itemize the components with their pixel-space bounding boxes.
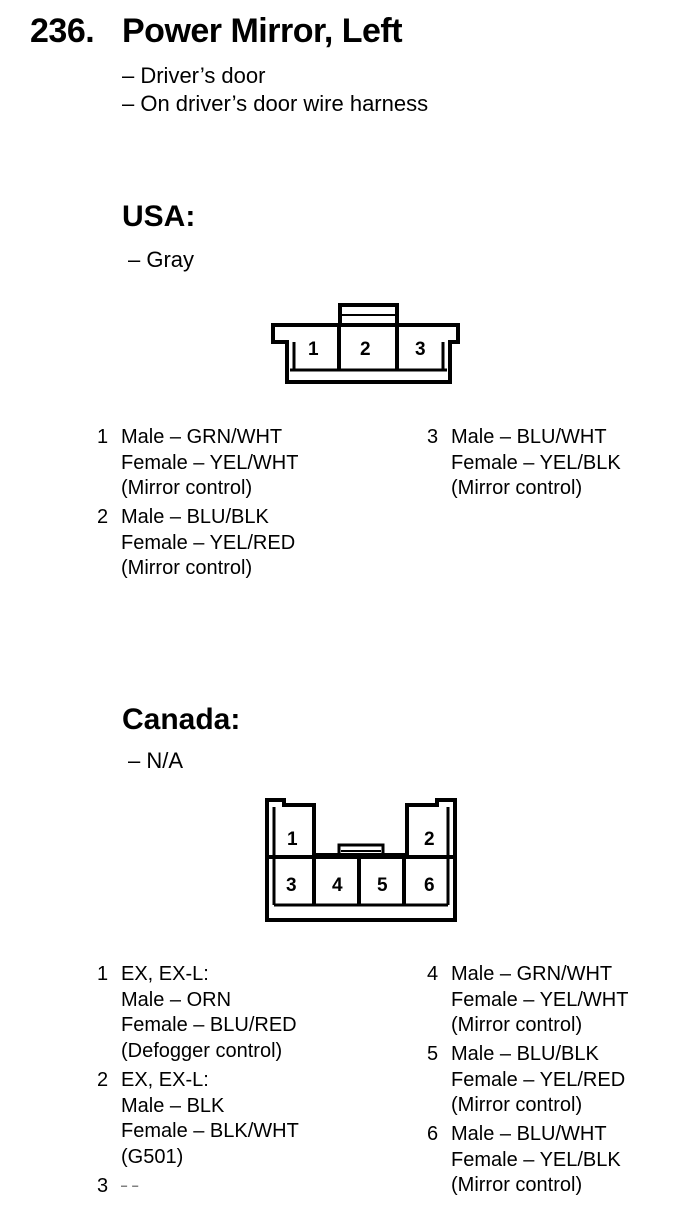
canada-connector-diagram	[262, 795, 467, 925]
pin-function: (Mirror control)	[121, 557, 253, 579]
pin-female-wire: Female – YEL/BLK	[451, 451, 621, 474]
pin-female-wire: Female – BLU/RED	[121, 1014, 297, 1036]
usa-cavity-2: 2	[360, 339, 371, 360]
pin-number: 1	[97, 963, 109, 985]
canada-cavity-3: 3	[286, 875, 297, 896]
pin-male-wire: Male – GRN/WHT	[451, 963, 613, 985]
pin-model-condition: EX, EX-L:	[121, 963, 209, 985]
pin-number: 2	[97, 506, 109, 528]
pin-female-wire: Female – YEL/WHT	[451, 988, 629, 1011]
pin-function: (Mirror control)	[451, 1174, 583, 1196]
usa-heading: USA:	[122, 200, 196, 233]
canada-cavity-6: 6	[424, 875, 435, 896]
page-title: Power Mirror, Left	[122, 12, 403, 50]
canada-heading: Canada:	[122, 703, 241, 736]
pin-male-wire: Male – GRN/WHT	[121, 426, 283, 448]
pin-female-wire: Female – YEL/RED	[451, 1068, 626, 1091]
canada-cavity-2: 2	[424, 829, 435, 850]
pin-male-wire: Male – ORN	[121, 988, 232, 1011]
canada-connector-color: – N/A	[128, 748, 184, 773]
pin-number: 5	[427, 1043, 439, 1065]
pin-male-wire: Male – BLU/WHT	[451, 1123, 607, 1145]
section-number: 236.	[30, 12, 95, 50]
pin-female-wire: Female – YEL/RED	[121, 531, 296, 554]
pin-male-wire: Male – BLU/BLK	[451, 1043, 599, 1065]
pin-number: 2	[97, 1069, 109, 1091]
usa-connector-diagram	[270, 300, 465, 390]
pin-function: (G501)	[121, 1145, 184, 1168]
pin-number: 3	[97, 1175, 109, 1197]
pin-unused-indicator: – –	[121, 1180, 140, 1192]
pin-male-wire: Male – BLU/WHT	[451, 426, 607, 448]
pin-male-wire: Male – BLU/BLK	[121, 506, 269, 528]
location-wire-harness: – On driver’s door wire harness	[122, 91, 429, 116]
pin-model-condition: EX, EX-L:	[121, 1069, 209, 1091]
canada-cavity-5: 5	[377, 875, 388, 896]
pin-function: (Mirror control)	[451, 477, 583, 499]
usa-cavity-3: 3	[415, 339, 426, 360]
pin-male-wire: Male – BLK	[121, 1094, 225, 1117]
usa-cavity-1: 1	[308, 339, 319, 360]
pin-female-wire: Female – YEL/BLK	[451, 1148, 621, 1171]
pin-female-wire: Female – YEL/WHT	[121, 451, 299, 474]
pin-number: 3	[427, 426, 439, 448]
pin-number: 4	[427, 963, 439, 985]
pin-number: 1	[97, 426, 109, 448]
pin-female-wire: Female – BLK/WHT	[121, 1120, 299, 1142]
pin-function: (Mirror control)	[451, 1014, 583, 1036]
pin-number: 6	[427, 1123, 439, 1145]
pin-function: (Mirror control)	[451, 1094, 583, 1116]
usa-connector-color: – Gray	[128, 247, 195, 272]
pin-function: (Mirror control)	[121, 477, 253, 499]
canada-cavity-4: 4	[332, 875, 343, 896]
canada-cavity-1: 1	[287, 829, 298, 850]
pin-function: (Defogger control)	[121, 1039, 283, 1062]
location-driver-door: – Driver’s door	[122, 63, 266, 88]
